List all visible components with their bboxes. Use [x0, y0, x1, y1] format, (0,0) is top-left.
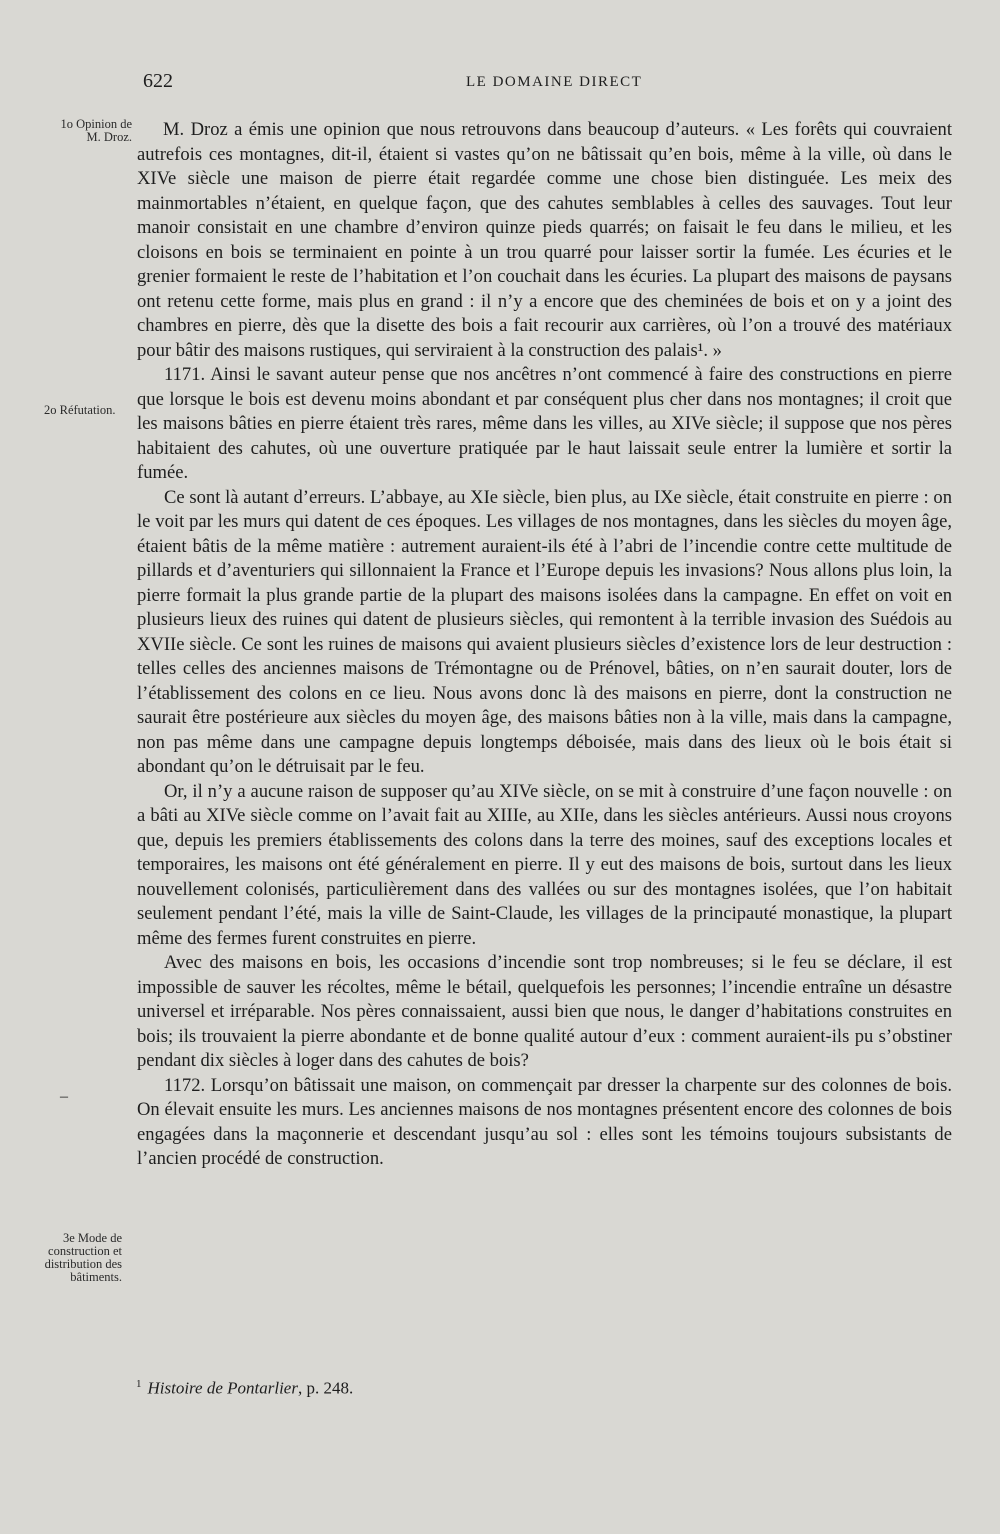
page-number: 622: [143, 70, 173, 92]
margin-note-construction: 3e Mode de construction et distribution des bâtiments.: [44, 1231, 122, 1284]
margin-note-refutation: 2o Réfutation.: [44, 403, 116, 417]
paragraph-errors: Ce sont là autant d’erreurs. L’abbaye, au XIe siècle, bien plus, au IXe siècle, était construite en pierre : on le voit par les murs qui datent de ces époques. Les villages de nos montagnes, dans les siècles du moyen âge, étaient bâtis de la même matière : autrement auraient-ils été à l’abri de l’incendie contre cette multitude de pillards et d’aventuriers qui sillonnaient la France et l’Europe depuis les invasions? Nous allons plus loin, la pierre formait la plus grande partie de la plupart des maisons isolées dans la campagne. En effet on voit en plusieurs lieux des ruines qui datent de plusieurs siècles, qui remontent à la terrible invasion des Suédois au XVIIe siècle. Ce sont les ruines de maisons qui avaient plusieurs siècles d’existence lors de leur destruction : telles celles des anciennes maisons de Trémontagne ou de Prénovel, bâties, on n’en saurait douter, lors de l’établissement des colons en ce lieu. Nous avons donc là des maisons en pierre, dont la construction ne saurait être postérieure aux siècles du moyen âge, des maisons bâties non à la ville, mais dans la campagne, non pas même dans une campagne depuis longtemps déboisée, mais dans des lieux où le bois était si abondant qu’on le détruisait par le feu.: [137, 486, 952, 777]
paragraph-1172: 1172. Lorsqu’on bâtissait une maison, on commençait par dresser la charpente sur des colonnes de bois. On élevait ensuite les murs. Les anciennes maisons de nos montagnes présentent encore des colonnes de bois engagées dans la maçonnerie et descendant jusqu’au sol : elles sont les témoins toujours subsistants de l’ancien procédé de construction.: [137, 1074, 952, 1169]
footnote-title: Histoire de Pontarlier: [147, 1378, 298, 1398]
footnote: [136, 1378, 353, 1399]
main-text: [137, 118, 952, 1172]
footnote-marker: 1: [136, 1378, 142, 1390]
paragraph-xive-siecle: Or, il n’y a aucune raison de supposer qu’au XIVe siècle, on se mit à construire d’une façon nouvelle : on a bâti au XIVe siècle comme on l’avait fait au XIIIe, au XIIe, dans les siècles antérieurs. Aussi nous croyons que, depuis les premiers établissements des colons dans la terre des moines, sauf des exceptions locales et temporaires, les maisons ont été généralement en pierre. Il y eut des maisons de bois, surtout dans les lieux nouvellement colonisés, particulièrement dans des vallées ou sur des montagnes isolées, que l’on habitait seulement pendant l’été, mais la ville de Saint-Claude, les villages de la principauté monastique, la plupart même des fermes furent construites en pierre.: [137, 780, 952, 949]
margin-dash: –: [60, 1088, 68, 1105]
running-title: LE DOMAINE DIRECT: [466, 74, 643, 90]
paragraph-droz-quote: M. Droz a émis une opinion que nous retrouvons dans beaucoup d’auteurs. « Les forêts qui couvraient autrefois ces montagnes, dit-il, étaient si vastes qu’on ne bâtissait qu’en bois, même à la ville, où dans le XIVe siècle une maison de pierre était regardée comme une chose bien distinguée. Les meix des mainmortables n’étaient, en quelque façon, que des cahutes semblables à celles des sauvages. Tout leur manoir consistait en une chambre d’environ quinze pieds quarrés; on faisait le feu dans le milieu, et les cloisons en bois se terminaient en pointe à un trou quarré pour laisser sortir la fumée. Les écuries et le grenier formaient le reste de l’habitation et l’on couchait dans les écuries. La plupart des maisons de paysans ont retenu cette forme, mais plus en grand : il n’y a encore que des cheminées de bois et on y a joint des chambres en pierre, dès que la disette des bois a fait recourir aux carrières, où l’on a trouvé des matériaux pour bâtir des maisons rustiques, qui serviraient à la construction des palais¹. »: [137, 119, 952, 361]
paragraph-incendie: Avec des maisons en bois, les occasions d’incendie sont trop nombreuses; si le feu se déclare, il est impossible de sauver les récoltes, même le bétail, quelquefois les personnes; l’incendie entraîne un désastre universel et irréparable. Nos pères connaissaient, aussi bien que nous, le danger d’habitations construites en bois; ils trouvaient la pierre abondante et de bonne qualité autour d’eux : comment auraient-ils pu s’obstiner pendant dix siècles à loger dans des cahutes de bois?: [137, 952, 952, 1071]
margin-note-droz: 1o Opinion de M. Droz.: [60, 117, 132, 144]
paragraph-1171: 1171. Ainsi le savant auteur pense que nos ancêtres n’ont commencé à faire des constructions en pierre que lorsque le bois est devenu moins abondant et par conséquent plus cher dans nos montagnes; il croit que les maisons bâties en pierre étaient très rares, même dans les villes, au XIVe siècle; il suppose que nos pères habitaient des cahutes, où une ouverture pratiquée par le haut laissait seule entrer la lumière et sortir la fumée.: [137, 364, 952, 483]
footnote-page: , p. 248.: [297, 1378, 354, 1398]
